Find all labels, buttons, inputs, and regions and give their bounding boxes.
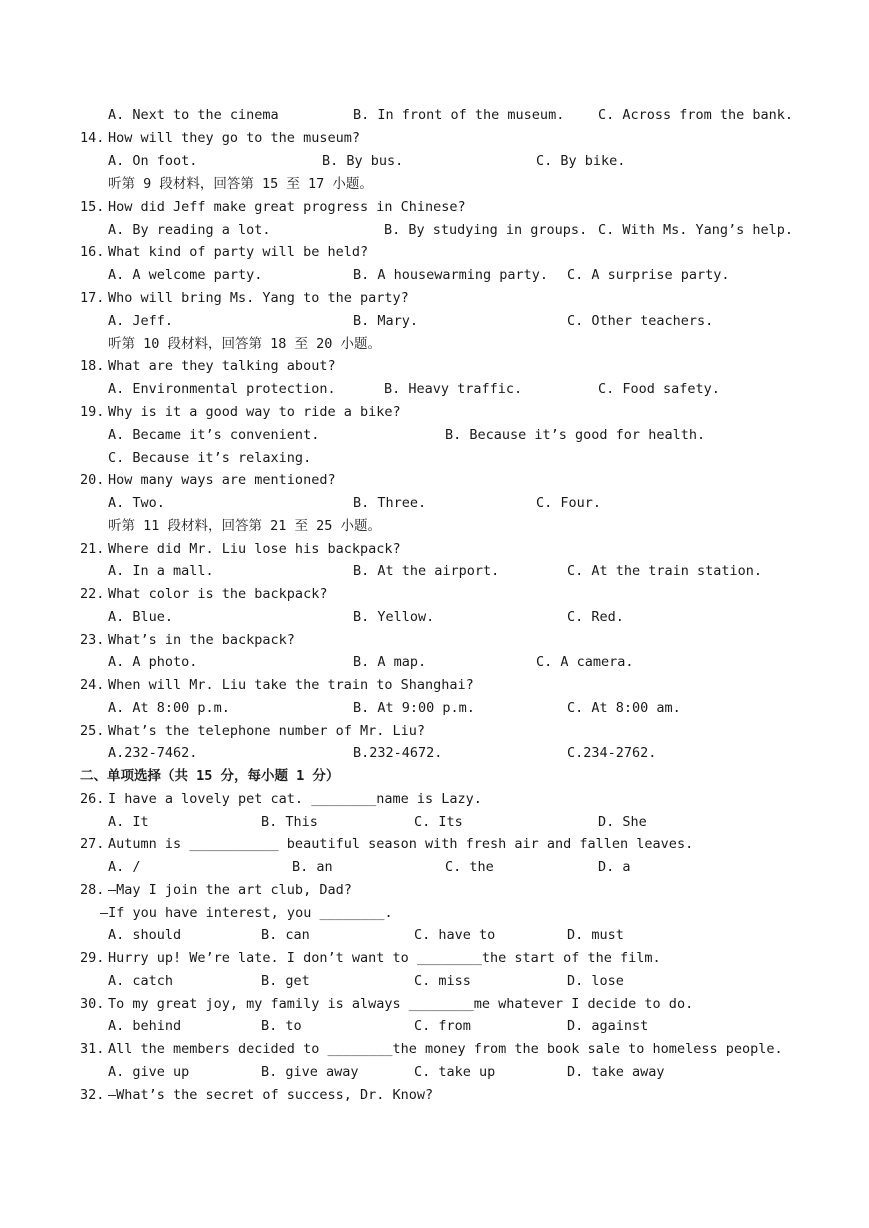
options-row — [0, 378, 869, 400]
answer-option: D. against — [567, 1018, 649, 1034]
question-text: What color is the backpack? — [108, 586, 328, 602]
question-number: 19. — [80, 404, 105, 420]
question-number: 31. — [80, 1041, 105, 1057]
listening-instruction — [0, 515, 869, 537]
question-number: 17. — [80, 290, 105, 306]
question-number: 26. — [80, 791, 105, 807]
dialogue-text: —If you have interest, you ________. — [100, 905, 393, 921]
answer-option: C. Red. — [567, 609, 624, 625]
question-row — [0, 788, 869, 810]
answer-option: C. Its — [414, 814, 463, 830]
options-row — [0, 651, 869, 673]
answer-option: A. Next to the cinema — [108, 107, 279, 123]
question-number: 32. — [80, 1087, 105, 1103]
options-row — [0, 150, 869, 172]
options-row — [0, 924, 869, 946]
answer-option: C. from — [414, 1018, 471, 1034]
options-row — [0, 606, 869, 628]
options-row — [0, 697, 869, 719]
answer-option: C.234-2762. — [567, 745, 657, 761]
answer-option: A. Jeff. — [108, 313, 174, 329]
options-row — [0, 1015, 869, 1037]
options-row — [0, 310, 869, 332]
question-text: I have a lovely pet cat. ________name is Lazy. — [108, 791, 482, 807]
options-row — [0, 492, 869, 514]
answer-option: C. Across from the bank. — [598, 107, 794, 123]
question-row — [0, 401, 869, 423]
question-row — [0, 127, 869, 149]
answer-option: A. A welcome party. — [108, 267, 263, 283]
question-number: 25. — [80, 723, 105, 739]
listening-instruction — [0, 173, 869, 195]
question-text: How will they go to the museum? — [108, 130, 360, 146]
answer-option: B. At 9:00 p.m. — [353, 700, 475, 716]
question-text: What are they talking about? — [108, 358, 336, 374]
answer-option: A. give up — [108, 1064, 190, 1080]
answer-option: A. In a mall. — [108, 563, 214, 579]
answer-option: C. Because it’s relaxing. — [108, 450, 312, 466]
answer-option: B. Because it’s good for health. — [445, 427, 706, 443]
question-number: 22. — [80, 586, 105, 602]
options-row — [0, 447, 869, 469]
answer-option: B. By studying in groups. — [384, 222, 588, 238]
answer-option: B. give away — [261, 1064, 359, 1080]
section-title: 二、单项选择（共 15 分，每小题 1 分） — [80, 768, 340, 784]
question-number: 20. — [80, 472, 105, 488]
answer-option: C. take up — [414, 1064, 496, 1080]
question-number: 29. — [80, 950, 105, 966]
answer-option: A. By reading a lot. — [108, 222, 271, 238]
question-number: 16. — [80, 244, 105, 260]
question-row — [0, 1084, 869, 1106]
question-row — [0, 833, 869, 855]
question-text: Where did Mr. Liu lose his backpack? — [108, 541, 401, 557]
question-number: 14. — [80, 130, 105, 146]
section-heading — [0, 765, 869, 787]
answer-option: B. an — [292, 859, 333, 875]
question-text: Hurry up! We’re late. I don’t want to ________the start of the film. — [108, 950, 661, 966]
answer-option: A. Two. — [108, 495, 165, 511]
answer-option: B. can — [261, 927, 310, 943]
question-number: 23. — [80, 632, 105, 648]
options-row — [0, 219, 869, 241]
question-row — [0, 879, 869, 901]
answer-option: C. At 8:00 am. — [567, 700, 681, 716]
answer-option: C. At the train station. — [567, 563, 763, 579]
answer-option: A. A photo. — [108, 654, 198, 670]
question-row — [0, 538, 869, 560]
answer-option: B. In front of the museum. — [353, 107, 565, 123]
answer-option: A. Blue. — [108, 609, 174, 625]
question-row — [0, 469, 869, 491]
answer-option: B.232-4672. — [353, 745, 443, 761]
question-row — [0, 583, 869, 605]
answer-option: C. have to — [414, 927, 496, 943]
answer-option: B. By bus. — [322, 153, 404, 169]
answer-option: C. By bike. — [536, 153, 626, 169]
question-number: 28. — [80, 882, 105, 898]
question-text: To my great joy, my family is always ________me whatever I decide to do. — [108, 996, 694, 1012]
answer-option: B. At the airport. — [353, 563, 500, 579]
answer-option: B. A map. — [353, 654, 427, 670]
answer-option: A. behind — [108, 1018, 182, 1034]
options-row — [0, 560, 869, 582]
instruction-text: 听第 9 段材料，回答第 15 至 17 小题。 — [108, 176, 373, 192]
instruction-text: 听第 10 段材料，回答第 18 至 20 小题。 — [108, 336, 382, 352]
question-row — [0, 629, 869, 651]
options-row — [0, 104, 869, 126]
answer-option: C. With Ms. Yang’s help. — [598, 222, 794, 238]
options-row — [0, 856, 869, 878]
answer-option: D. She — [598, 814, 647, 830]
question-number: 30. — [80, 996, 105, 1012]
answer-option: B. This — [261, 814, 318, 830]
answer-option: A. Became it’s convenient. — [108, 427, 320, 443]
question-text: Autumn is ___________ beautiful season with fresh air and fallen leaves. — [108, 836, 694, 852]
answer-option: C. A surprise party. — [567, 267, 730, 283]
question-row — [0, 287, 869, 309]
options-row — [0, 1061, 869, 1083]
options-row — [0, 970, 869, 992]
question-text: What’s in the backpack? — [108, 632, 295, 648]
options-row — [0, 264, 869, 286]
question-number: 15. — [80, 199, 105, 215]
question-row — [0, 241, 869, 263]
answer-option: D. must — [567, 927, 624, 943]
answer-option: D. lose — [567, 973, 624, 989]
question-row — [0, 674, 869, 696]
question-row — [0, 947, 869, 969]
answer-option: D. take away — [567, 1064, 665, 1080]
answer-option: D. a — [598, 859, 631, 875]
instruction-text: 听第 11 段材料，回答第 21 至 25 小题。 — [108, 518, 382, 534]
question-row — [0, 196, 869, 218]
question-row — [0, 993, 869, 1015]
answer-option: C. Food safety. — [598, 381, 720, 397]
answer-option: B. Heavy traffic. — [384, 381, 523, 397]
answer-option: A. should — [108, 927, 182, 943]
answer-option: A. At 8:00 p.m. — [108, 700, 230, 716]
question-row — [0, 355, 869, 377]
answer-option: A. catch — [108, 973, 174, 989]
question-text: —What’s the secret of success, Dr. Know? — [108, 1087, 434, 1103]
question-text: All the members decided to ________the money from the book sale to homeless people. — [108, 1041, 783, 1057]
answer-option: B. A housewarming party. — [353, 267, 549, 283]
options-row — [0, 424, 869, 446]
answer-option: A. Environmental protection. — [108, 381, 336, 397]
answer-option: B. Three. — [353, 495, 427, 511]
question-text: When will Mr. Liu take the train to Shanghai? — [108, 677, 474, 693]
answer-option: C. the — [445, 859, 494, 875]
answer-option: A. It — [108, 814, 149, 830]
answer-option: B. Mary. — [353, 313, 419, 329]
question-row — [0, 1038, 869, 1060]
answer-option: A.232-7462. — [108, 745, 198, 761]
question-number: 24. — [80, 677, 105, 693]
answer-option: C. Other teachers. — [567, 313, 714, 329]
question-row — [0, 720, 869, 742]
answer-option: C. A camera. — [536, 654, 634, 670]
question-number: 18. — [80, 358, 105, 374]
question-number: 27. — [80, 836, 105, 852]
answer-option: C. Four. — [536, 495, 602, 511]
question-text: What kind of party will be held? — [108, 244, 369, 260]
question-text: Who will bring Ms. Yang to the party? — [108, 290, 409, 306]
options-row — [0, 742, 869, 764]
question-text: How many ways are mentioned? — [108, 472, 336, 488]
dialogue-row — [0, 902, 869, 924]
options-row — [0, 811, 869, 833]
question-text: —May I join the art club, Dad? — [108, 882, 352, 898]
answer-option: C. miss — [414, 973, 471, 989]
question-number: 21. — [80, 541, 105, 557]
question-text: How did Jeff make great progress in Chinese? — [108, 199, 466, 215]
answer-option: A. On foot. — [108, 153, 198, 169]
answer-option: B. Yellow. — [353, 609, 435, 625]
answer-option: B. to — [261, 1018, 302, 1034]
listening-instruction — [0, 333, 869, 355]
question-text: Why is it a good way to ride a bike? — [108, 404, 401, 420]
question-text: What’s the telephone number of Mr. Liu? — [108, 723, 425, 739]
answer-option: B. get — [261, 973, 310, 989]
answer-option: A. / — [108, 859, 141, 875]
